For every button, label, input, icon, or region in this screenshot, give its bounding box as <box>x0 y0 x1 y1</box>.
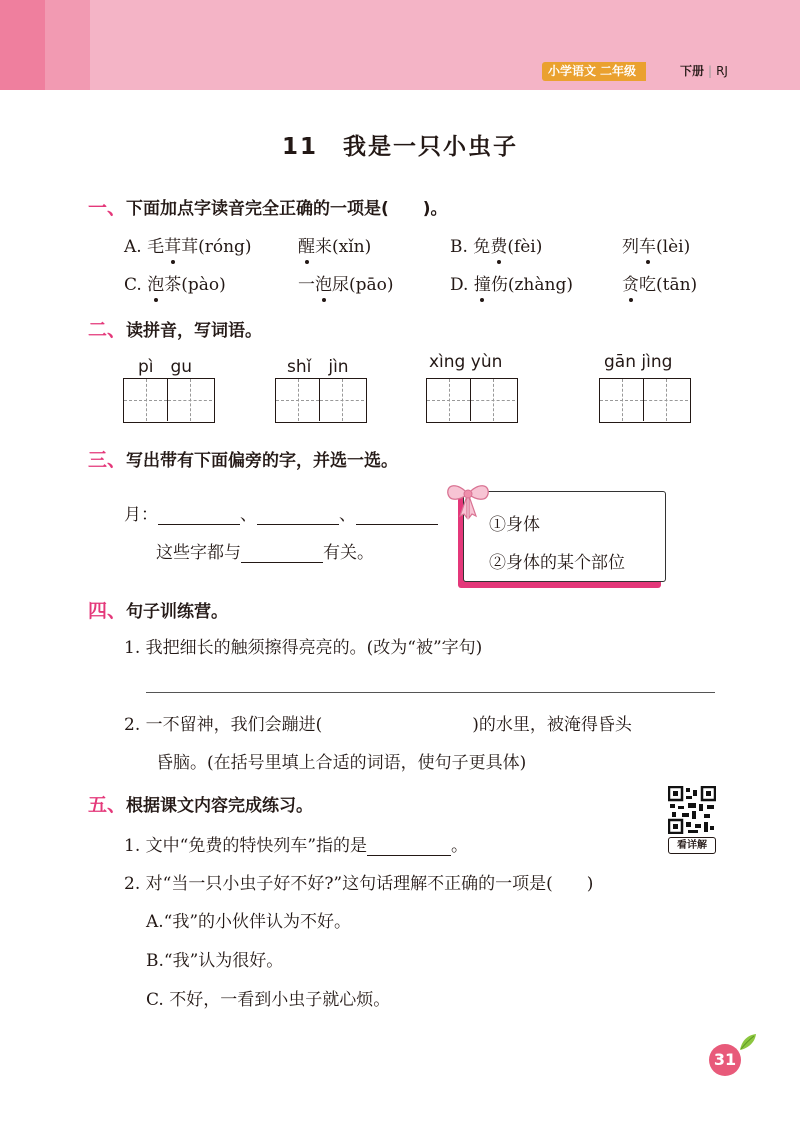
option-1: ①身体 <box>489 515 540 535</box>
q1-c1-dot: 泡 <box>147 270 164 295</box>
pinyin-4: gān jìng <box>604 352 673 372</box>
subject-label: 小学语文 <box>548 64 597 78</box>
q1-d2-post: 吃(tān) <box>639 275 698 295</box>
q3-sentence-blank[interactable] <box>241 545 323 563</box>
lesson-title: 11 我是一只小虫子 <box>281 134 518 160</box>
grade-label: 二年级 <box>600 64 637 78</box>
q1-c2-dot: 泡 <box>315 270 332 295</box>
q2-prompt: 读拼音，写词语。 <box>126 321 263 341</box>
q1-c1-pre: C. <box>124 275 148 295</box>
page-number: 31 <box>709 1044 741 1076</box>
q3-heading <box>88 445 398 472</box>
q1-option-a1 <box>124 232 252 257</box>
q5-s1-pre: 1. 文中“免费的特快列车”指的是 <box>124 836 368 856</box>
q5-heading <box>88 790 313 817</box>
radical-blank-1[interactable] <box>158 507 240 525</box>
view-details-button[interactable]: 看详解 <box>668 837 716 854</box>
q2-number: 二、 <box>88 319 127 341</box>
bow-icon <box>440 480 496 520</box>
q3-radical-row <box>124 500 438 525</box>
comma-1: 、 <box>240 505 257 525</box>
q5-sentence-1 <box>124 831 468 856</box>
q1-option-c2 <box>298 270 394 295</box>
q5-sentence-2: 2. 对“当一只小虫子好不好?”这句话理解不正确的一项是( ) <box>124 874 594 894</box>
q5-s1-post: 。 <box>451 836 469 856</box>
q4-number: 四、 <box>88 600 127 622</box>
header-separator: | <box>708 64 713 78</box>
pinyin-2: shǐ jìn <box>287 357 349 377</box>
q1-option-b1 <box>450 232 542 257</box>
writing-grid-4[interactable] <box>599 378 691 423</box>
q2-heading <box>88 315 262 342</box>
q1-c2-post: 尿(pāo) <box>332 275 394 295</box>
volume-edition <box>680 62 728 81</box>
q1-prompt: 下面加点字读音完全正确的一项是( )。 <box>126 199 448 219</box>
q5-option-b: B.“我”认为很好。 <box>146 951 284 971</box>
qr-code-icon[interactable] <box>668 786 716 834</box>
q1-number: 一、 <box>88 197 127 219</box>
q3-sentence <box>156 538 374 563</box>
q4-s2-post: )的水里，被淹得昏头 <box>472 715 632 735</box>
q4-sentence-2-cont: 昏脑。(在括号里填上合适的词语，使句子更具体) <box>156 753 527 773</box>
q1-a1-post: 茸(róng) <box>181 237 252 257</box>
q5-option-c: C. 不好，一看到小虫子就心烦。 <box>146 990 391 1010</box>
leaf-icon <box>738 1032 758 1052</box>
comma-2: 、 <box>339 505 356 525</box>
q5-prompt: 根据课文内容完成练习。 <box>126 796 314 816</box>
q4-heading <box>88 596 228 623</box>
subject-grade-badge <box>542 62 646 81</box>
radical-blank-3[interactable] <box>356 507 438 525</box>
q1-option-d2 <box>622 270 697 295</box>
q1-a2-post: 来(xǐn) <box>315 237 372 257</box>
pinyin-1: pì gu <box>138 357 193 377</box>
q4-answer-line[interactable] <box>146 692 715 693</box>
q1-option-a2 <box>298 232 371 257</box>
q1-option-b2 <box>622 232 690 257</box>
writing-grid-3[interactable] <box>426 378 518 423</box>
writing-grid-2[interactable] <box>275 378 367 423</box>
q1-b1-post: (fèi) <box>507 237 543 257</box>
q1-d1-post: 伤(zhàng) <box>490 275 573 295</box>
q1-option-c1 <box>124 270 226 295</box>
q5-s1-blank[interactable] <box>367 838 451 856</box>
q1-b2-post: (lèi) <box>656 237 691 257</box>
option-2: ②身体的某个部位 <box>489 553 625 573</box>
radical-label: 月： <box>124 505 158 525</box>
q1-b2-dot: 车 <box>639 232 656 257</box>
q5-option-a: A.“我”的小伙伴认为不好。 <box>146 912 352 932</box>
q1-d1-dot: 撞 <box>474 270 491 295</box>
q5-number: 五、 <box>88 794 127 816</box>
q4-sentence-2 <box>124 710 632 735</box>
q3-sentence-post: 有关。 <box>323 543 374 563</box>
q1-b2-pre: 列 <box>622 237 639 257</box>
q1-c1-post: 茶(pào) <box>164 275 226 295</box>
header-tab-dark <box>0 0 45 90</box>
q1-d1-pre: D. <box>450 275 474 295</box>
q4-prompt: 句子训练营。 <box>126 602 229 622</box>
edition-label: RJ <box>716 64 728 78</box>
q1-d2-dot: 贪 <box>622 270 639 295</box>
volume-label: 下册 <box>680 64 705 78</box>
q1-a2-dot: 醒 <box>298 232 315 257</box>
radical-blank-2[interactable] <box>257 507 339 525</box>
q3-number: 三、 <box>88 449 127 471</box>
q1-heading <box>88 193 448 220</box>
header-tab-light <box>45 0 90 90</box>
q4-sentence-1: 1. 我把细长的触须擦得亮亮的。(改为“被”字句) <box>124 638 483 658</box>
q4-s2-pre: 2. 一不留神，我们会蹦进( <box>124 715 323 735</box>
q3-sentence-pre: 这些字都与 <box>156 543 241 563</box>
q3-prompt: 写出带有下面偏旁的字，并选一选。 <box>126 451 399 471</box>
writing-grid-1[interactable] <box>123 378 215 423</box>
q1-b1-dot: 费 <box>490 232 507 257</box>
q1-option-d1 <box>450 270 573 295</box>
q1-a1-dot: 茸 <box>164 232 181 257</box>
q1-c2-pre: 一 <box>298 275 315 295</box>
q1-a1-pre: A. 毛 <box>124 237 165 257</box>
pinyin-3: xìng yùn <box>429 352 503 372</box>
q1-b1-pre: B. 免 <box>450 237 491 257</box>
